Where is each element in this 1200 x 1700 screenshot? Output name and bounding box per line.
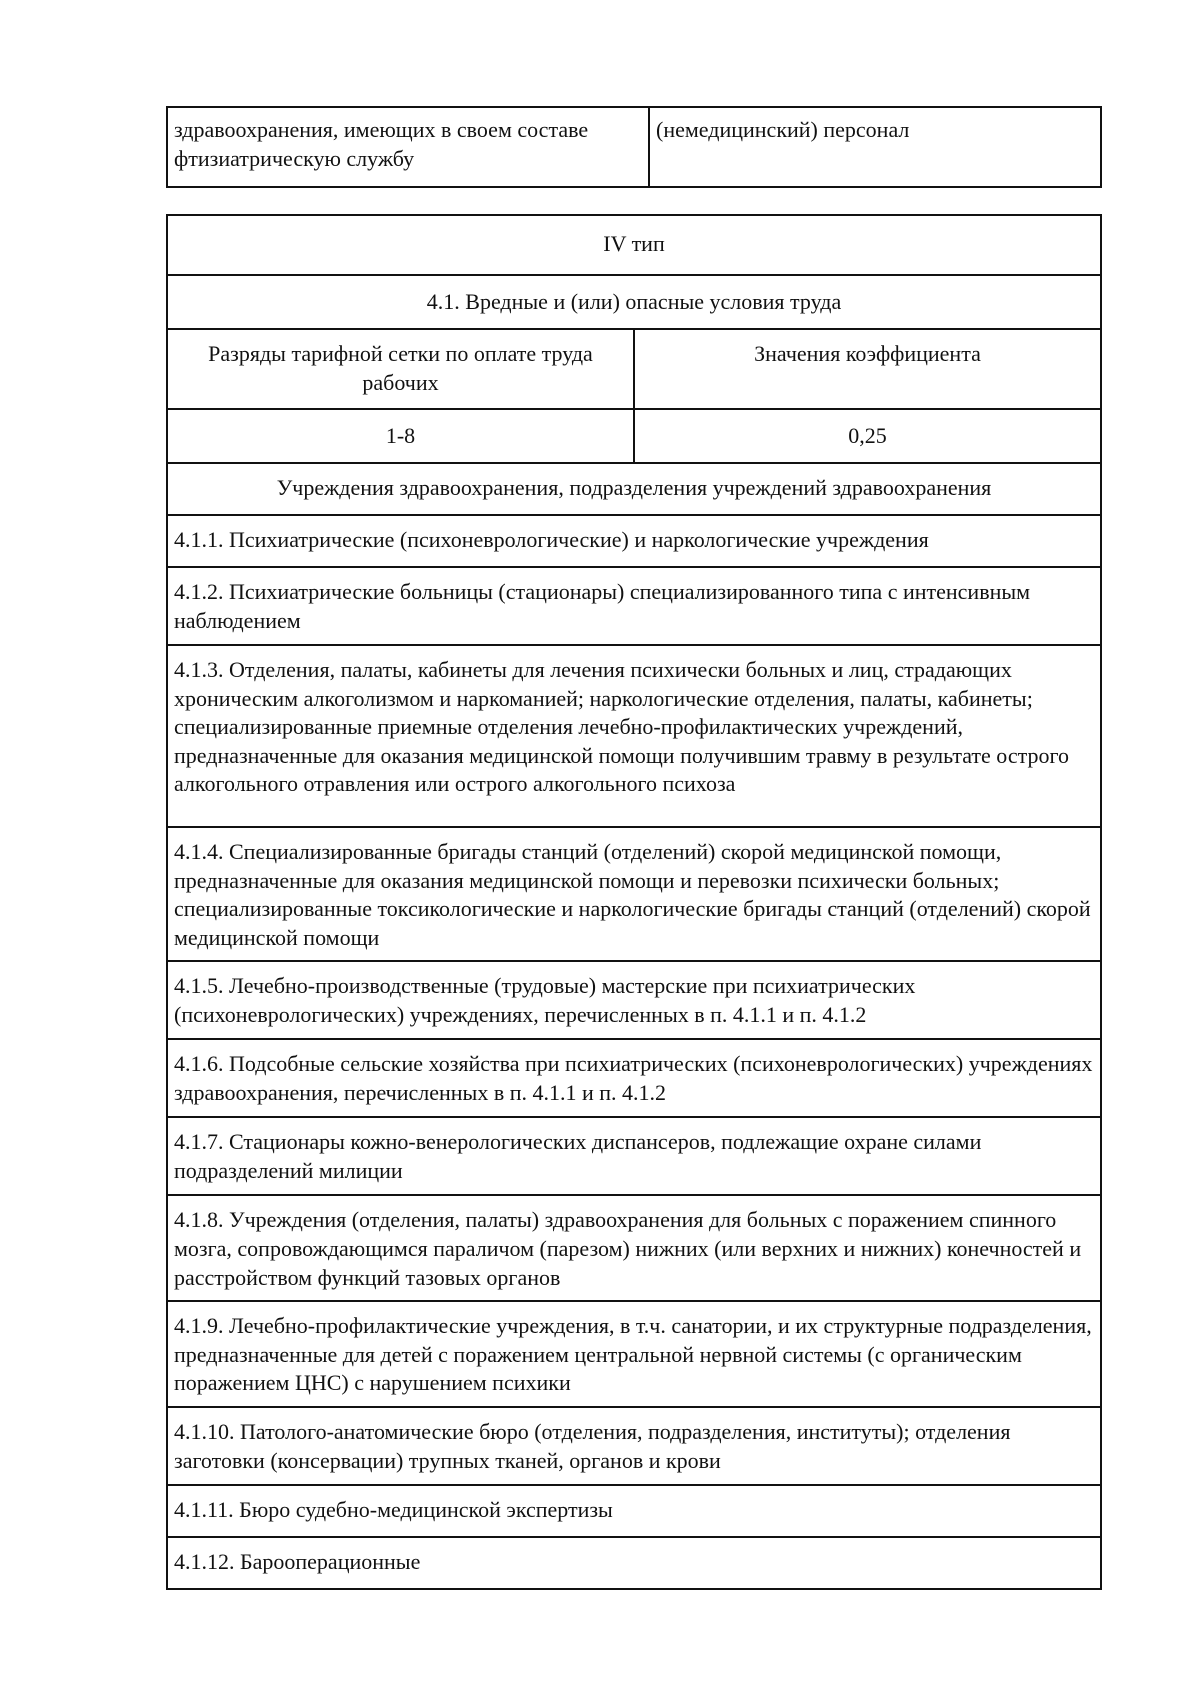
type-title: IV тип (167, 215, 1101, 275)
table-row (167, 463, 1101, 515)
coefficient-table (166, 214, 1102, 1590)
table-row (167, 1301, 1101, 1407)
table-cell: 0,25 (634, 409, 1101, 463)
list-item: 4.1.6. Подсобные сельские хозяйства при психиатрических (психоневрологических) учреждениях здравоохранения, перечисленных в п. 4.1.1 и п. 4.1.2 (167, 1039, 1101, 1117)
table-cell (167, 107, 649, 187)
list-item: 4.1.7. Стационары кожно-венерологических диспансеров, подлежащие охране силами подразделений милиции (167, 1117, 1101, 1195)
table-row (167, 1537, 1101, 1589)
list-item: 4.1.3. Отделения, палаты, кабинеты для лечения психически больных и лиц, страдающих хроническим алкоголизмом и наркоманией; наркологические отделения, палаты, кабинеты; специализированные приемные отделения лечебно-профилактических учреждений, предназначенные для оказания медицинской помощи получившим травму в результате острого алкогольного отравления или острого алкогольного психоза (167, 645, 1101, 827)
table-row (167, 961, 1101, 1039)
list-item: 4.1.10. Патолого-анатомические бюро (отделения, подразделения, институты); отделения заготовки (консервации) трупных тканей, органов и крови (167, 1407, 1101, 1485)
table-row (167, 1485, 1101, 1537)
institutions-title: Учреждения здравоохранения, подразделения учреждений здравоохранения (167, 463, 1101, 515)
table-header-row (167, 329, 1101, 409)
table-row (167, 107, 1101, 187)
column-header: Разряды тарифной сетки по оплате труда рабочих (167, 329, 634, 409)
column-header: Значения коэффициента (634, 329, 1101, 409)
cell-text: (немедицинский) персонал (656, 117, 910, 142)
list-item: 4.1.8. Учреждения (отделения, палаты) здравоохранения для больных с поражением спинного мозга, сопровождающимся параличом (парезом) нижних (или верхних и нижних) конечностей и расстройством функций тазовых органов (167, 1195, 1101, 1301)
list-item: 4.1.11. Бюро судебно-медицинской экспертизы (167, 1485, 1101, 1537)
list-item: 4.1.5. Лечебно-производственные (трудовые) мастерские при психиатрических (психоневрологических) учреждениях, перечисленных в п. 4.1.1 и п. 4.1.2 (167, 961, 1101, 1039)
table-row (167, 1039, 1101, 1117)
list-item: 4.1.1. Психиатрические (психоневрологические) и наркологические учреждения (167, 515, 1101, 567)
table-row (167, 645, 1101, 827)
table-row (167, 827, 1101, 961)
table-row (167, 275, 1101, 329)
list-item: 4.1.12. Бароoперационные (167, 1537, 1101, 1589)
list-item: 4.1.9. Лечебно-профилактические учреждения, в т.ч. санатории, и их структурные подразделения, предназначенные для детей с поражением центральной нервной системы (с органическим поражением ЦНС) с нарушением психики (167, 1301, 1101, 1407)
cell-text: здравоохранения, имеющих в своем составе фтизиатрическую службу (174, 117, 589, 171)
table-row (167, 1117, 1101, 1195)
table-row (167, 215, 1101, 275)
list-item: 4.1.4. Специализированные бригады станций (отделений) скорой медицинской помощи, предназначенные для оказания медицинской помощи и перевозки психически больных; специализированные токсикологические и наркологические бригады станций (отделений) скорой медицинской помощи (167, 827, 1101, 961)
table-cell: 1-8 (167, 409, 634, 463)
list-item: 4.1.2. Психиатрические больницы (стационары) специализированного типа с интенсивным наблюдением (167, 567, 1101, 645)
table-row (167, 1407, 1101, 1485)
condition-title: 4.1. Вредные и (или) опасные условия труда (167, 275, 1101, 329)
table-row (167, 515, 1101, 567)
continuation-table (166, 106, 1102, 188)
table-row (167, 567, 1101, 645)
table-row (167, 409, 1101, 463)
table-cell (649, 107, 1101, 187)
table-row (167, 1195, 1101, 1301)
